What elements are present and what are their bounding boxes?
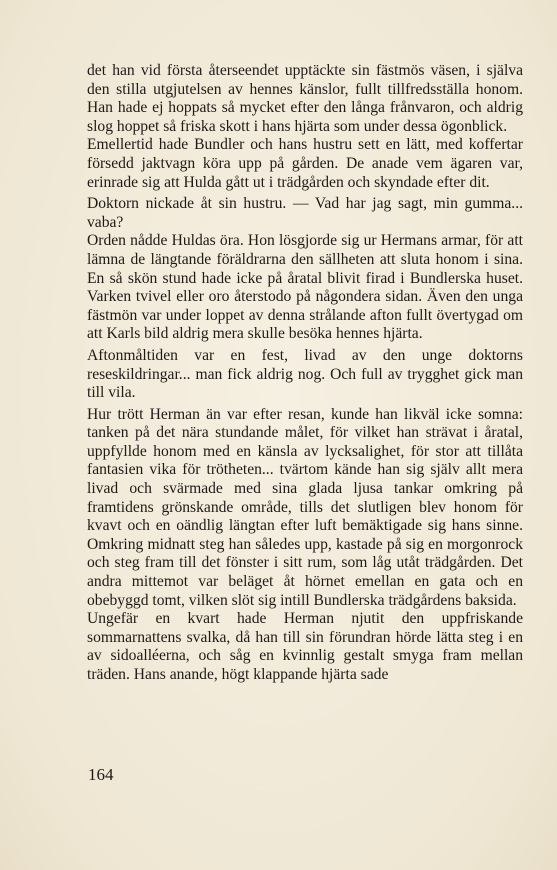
paragraph-7: Ungefär en kvart hade Herman njutit den uppfriskande sommarnattens svalka, då han till sin förundran hörde lätta steg i en av sidoalléerna, och såg en kvinnlig gestalt smyga fram mellan träden. Hans anande, högt klappande hjärta sade [87, 610, 523, 683]
paragraph-6: Hur trött Herman än var efter resan, kunde han likväl icke somna: tanken på det nära stundande målet, för vilket han strävat i åratal, uppfyllde honom med en känsla av lycksalighet, för stor att tillåta fantasien vika för trötheten... tvärtom kände han sig själv allt mera livad och svärmade med sina glada ljusa tankar omkring på framtidens grönskande område, tills det slutligen blev honom för kvavt och en oändlig längtan efter luft bemäktigade sig hans sinne. Omkring midnatt steg han således upp, kastade på sig en morgonrock och steg fram till det fönster i sitt rum, som låg utåt trädgården. Det andra mittemot var beläget åt hörnet emellan en gata och en obebyggd tomt, vilken slöt sig intill Bundlerska trädgårdens baksida. [87, 405, 523, 609]
paragraph-2: Emellertid hade Bundler och hans hustru sett en lätt, med koffertar försedd jaktvagn köra upp på gården. De anade vem ägaren var, erinrade sig att Hulda gått ut i trädgården och skyndade efter dit. [87, 136, 523, 191]
page-number: 164 [88, 765, 114, 784]
paragraph-3: Doktorn nickade åt sin hustru. — Vad har jag sagt, min gumma... vaba? [87, 195, 523, 231]
paragraph-4: Orden nådde Huldas öra. Hon lösgjorde sig ur Hermans armar, för att lämna de längtande föräldrarna den sällheten att sluta honom i sina. En så skön stund hade icke på åratal blivit firad i Bundlerska huset. Varken tvivel eller oro återstodo på någondera sidan. Även den unga fästmön var under loppet av denna strålande afton fullt övertygad om att Karls bild aldrig mera skulle besöka hennes hjärta. [87, 232, 523, 343]
paragraph-5: Aftonmåltiden var en fest, livad av den unge doktorns reseskildringar... man fick aldrig nog. Och full av trygghet gick man till vila. [87, 346, 523, 402]
paragraph-1: det han vid första återseendet upptäckte sin fästmös väsen, i själva den stilla utgjutelsen av hennes känslor, fullt tillfredsställa honom. Han hade ej hoppats så mycket efter den långa frånvaron, och aldrig slog hoppet så friska skott i hans hjärta som under dessa ögonblick. [87, 62, 523, 135]
body-text [87, 62, 523, 685]
